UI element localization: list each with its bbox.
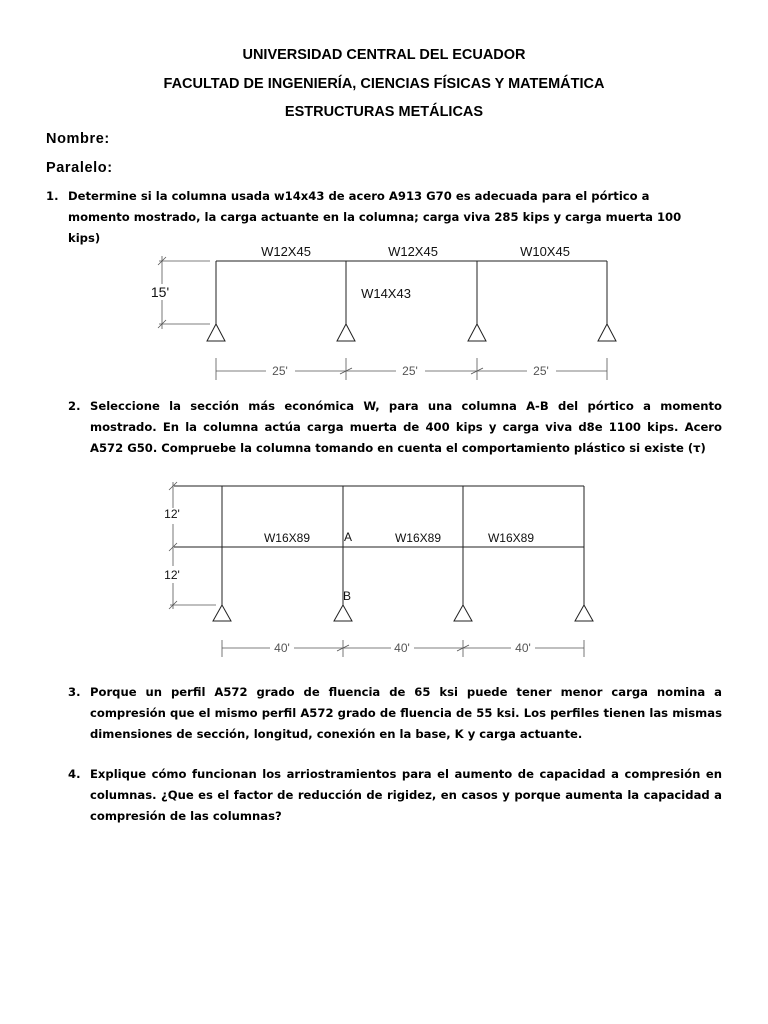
frame1-height-label: 15' <box>150 284 170 300</box>
question-3 <box>46 682 722 745</box>
frame1-span-label: 25' <box>402 364 418 378</box>
frame2-span-label: 40' <box>515 641 531 655</box>
name-label: Nombre: <box>46 131 110 147</box>
question-number: 3. <box>68 685 81 699</box>
question-text: Explique cómo funcionan los arriostramientos para el aumento de capacidad a compresión en columnas. ¿Que es el factor de reducción de rigidez, en casos y porque aumenta la capacidad a compresión de las columnas? <box>90 767 722 823</box>
question-number: 1. <box>46 189 59 203</box>
frame1-span-label: 25' <box>533 364 549 378</box>
frame2-beam-label: W16X89 <box>263 531 311 545</box>
frame1-beam-label: W12X45 <box>261 244 311 259</box>
section-label: Paralelo: <box>46 160 113 176</box>
question-number: 4. <box>68 767 81 781</box>
university-title: UNIVERSIDAD CENTRAL DEL ECUADOR <box>242 47 526 63</box>
point-b-label: B <box>342 589 352 603</box>
question-number: 2. <box>68 399 81 413</box>
frame2-span-label: 40' <box>274 641 290 655</box>
frame1-column-label: W14X43 <box>361 286 411 301</box>
frame1-beam-label: W12X45 <box>388 244 438 259</box>
faculty-title: FACULTAD DE INGENIERÍA, CIENCIAS FÍSICAS Y MATEMÁTICA <box>163 76 605 92</box>
question-text: Seleccione la sección más económica W, para una columna A-B del pórtico a momento mostrado. En la columna actúa carga muerta de 400 kips y carga viva d8e 1100 kips. Acero A572 G50. Compruebe la columna tomando en cuenta el comportamiento plástico si existe (τ) <box>90 399 722 455</box>
question-4 <box>46 764 722 827</box>
frame2-beam-label: W16X89 <box>487 531 535 545</box>
course-title: ESTRUCTURAS METÁLICAS <box>284 104 484 120</box>
question-text: Porque un perfil A572 grado de fluencia de 65 ksi puede tener menor carga nomina a compresión que el mismo perfil A572 grado de fluencia de 55 ksi. Los perfiles tienen las mismas dimensiones de sección, longitud, conexión en la base, K y carga actuante. <box>90 685 722 741</box>
frame1-span-label: 25' <box>272 364 288 378</box>
frame2-height-label: 12' <box>164 568 180 582</box>
question-text: Determine si la columna usada w14x43 de acero A913 G70 es adecuada para el pórtico a momento mostrado, la carga actuante en la columna; carga viva 285 kips y carga muerta 100 kips) <box>68 189 682 245</box>
pin-support-icon <box>213 605 231 621</box>
frame2-span-label: 40' <box>394 641 410 655</box>
pin-support-icon <box>334 605 352 621</box>
pin-support-icon <box>575 605 593 621</box>
frame1-beam-label: W10X45 <box>520 244 570 259</box>
point-a-label: A <box>343 530 353 544</box>
frame2-beam-label: W16X89 <box>394 531 442 545</box>
pin-support-icon <box>454 605 472 621</box>
frame2-height-label: 12' <box>164 507 180 521</box>
